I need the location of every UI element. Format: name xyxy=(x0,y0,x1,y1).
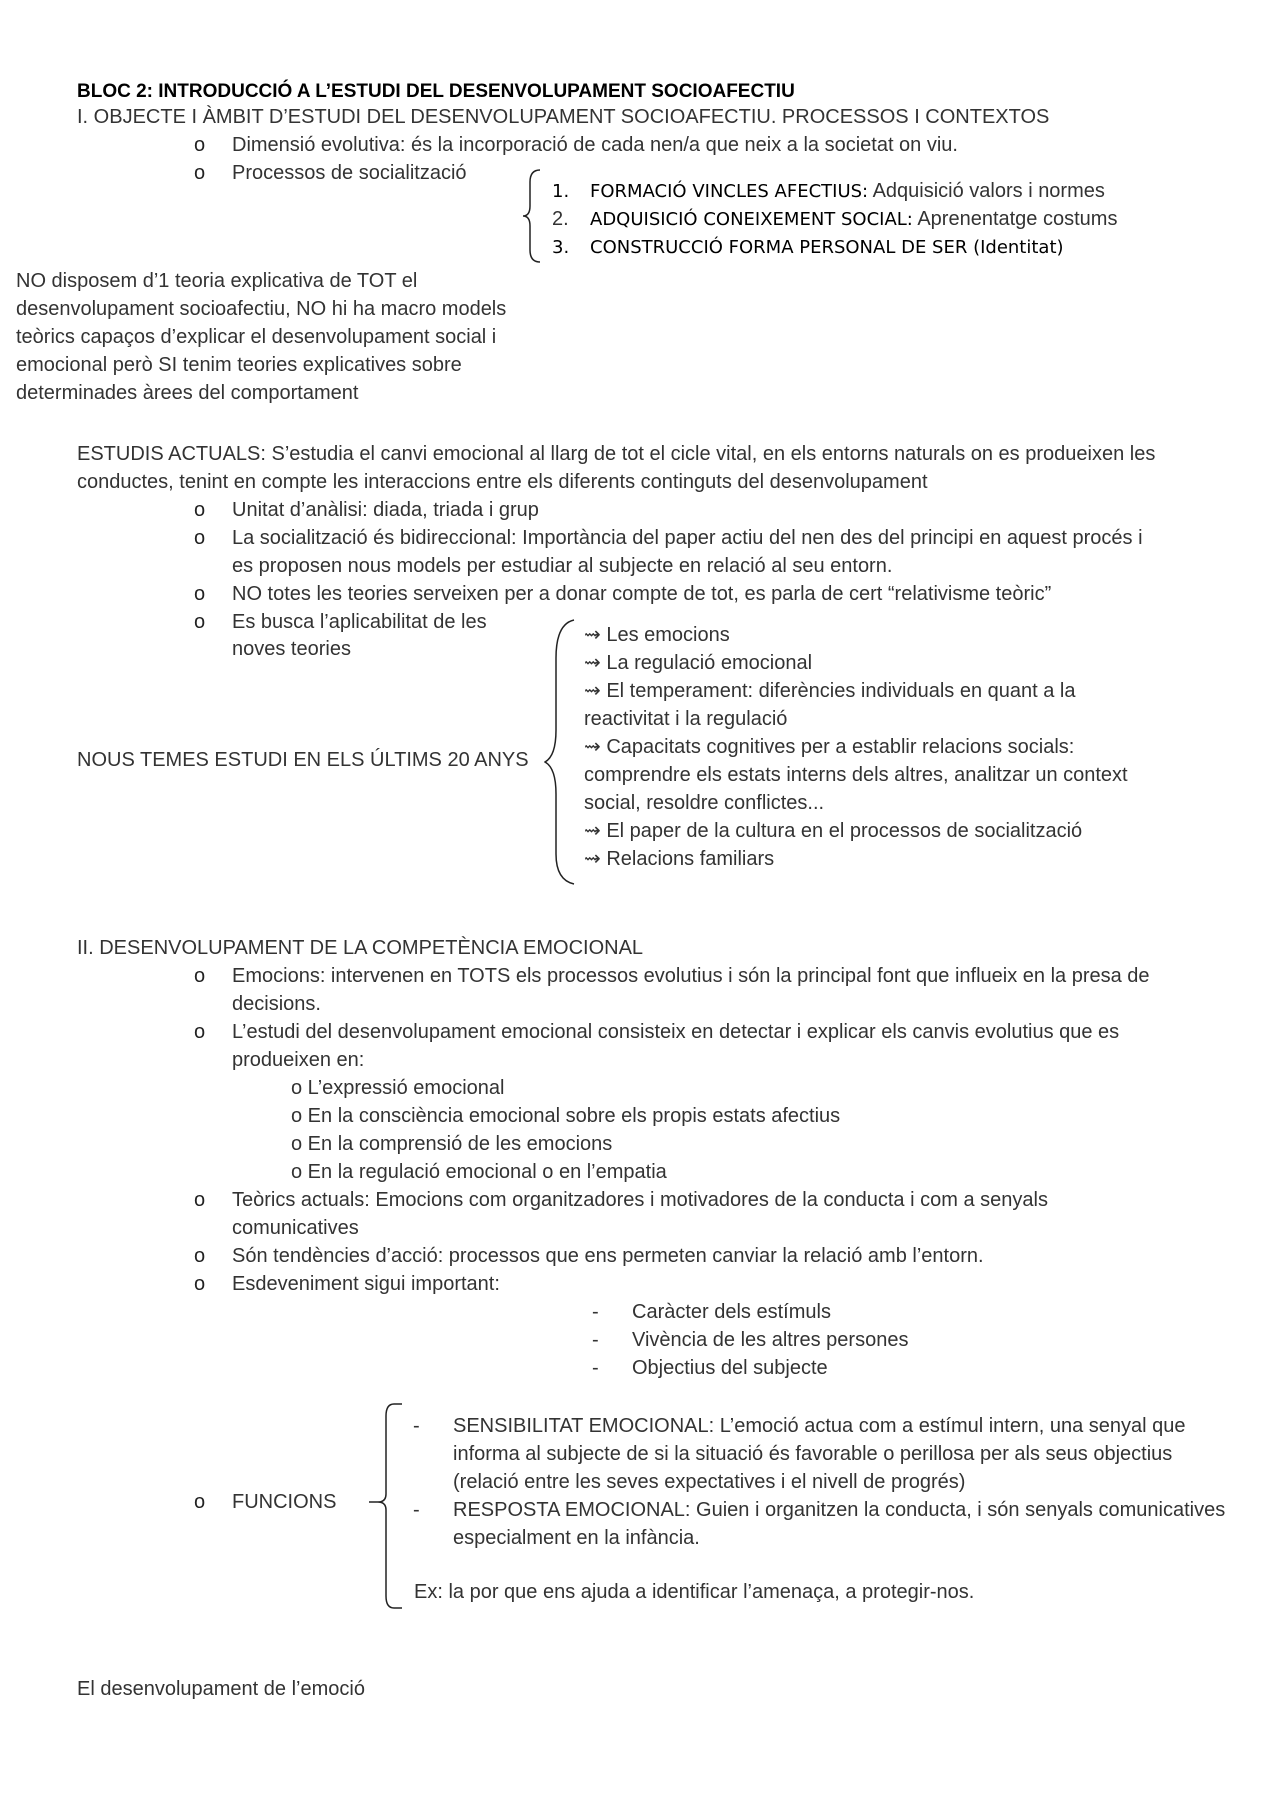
section-1-heading: I. OBJECTE I ÀMBIT D’ESTUDI DEL DESENVOLUPAMENT SOCIOAFECTIU. PROCESSOS I CONTEXTOS xyxy=(77,106,1050,128)
note-line: emocional però SI tenim teories explicatives sobre xyxy=(16,354,462,376)
dash: - xyxy=(592,1329,599,1351)
bullet-marker: o xyxy=(194,162,206,184)
process-item-text: ADQUISICIÓ CONEIXEMENT SOCIAL: Aprenentatge costums xyxy=(590,208,1118,230)
example-text: Ex: la por que ens ajuda a identificar l’amenaça, a protegir-nos. xyxy=(414,1581,975,1603)
note-line: determinades àrees del comportament xyxy=(16,382,359,404)
note-line: desenvolupament socioafectiu, NO hi ha macro models xyxy=(16,298,507,320)
event-item: Objectius del subjecte xyxy=(632,1357,828,1379)
process-item-text: CONSTRUCCIÓ FORMA PERSONAL DE SER (Identitat) xyxy=(590,237,1064,258)
process-item: 2. xyxy=(552,208,569,230)
current-studies-line: ESTUDIS ACTUALS: S’estudia el canvi emocional al llarg de tot el cicle vital, en els entorns naturals on es produeixen les xyxy=(77,443,1156,465)
squiggle-arrow-icon: ⇝ xyxy=(584,736,601,758)
emotion-bullet-cont: produeixen en: xyxy=(232,1049,365,1071)
bullet-marker: o xyxy=(194,583,206,605)
new-topic-line: ⇝ Les emocions xyxy=(584,624,730,646)
bullet-marker: o xyxy=(194,1245,206,1267)
new-topic-line: ⇝ Capacitats cognitives per a establir relacions socials: xyxy=(584,736,1075,758)
brace-new-topics xyxy=(544,618,576,886)
study-bullet: Es busca l’aplicabilitat de les xyxy=(232,611,487,633)
emotion-bullet: Són tendències d’acció: processos que ens permeten canviar la relació amb l’entorn. xyxy=(232,1245,984,1267)
bullet-marker: o xyxy=(194,527,206,549)
note-line: NO disposem d’1 teoria explicativa de TOT el xyxy=(16,270,418,292)
study-bullet: NO totes les teories serveixen per a donar compte de tot, es parla de cert “relativisme teòric” xyxy=(232,583,1052,605)
function-line: SENSIBILITAT EMOCIONAL: L’emoció actua com a estímul intern, una senyal que xyxy=(453,1415,1186,1437)
emotion-bullet-cont: comunicatives xyxy=(232,1217,359,1239)
brace-processes xyxy=(522,168,544,264)
sub-item: o En la comprensió de les emocions xyxy=(291,1133,613,1155)
new-topics-label: NOUS TEMES ESTUDI EN ELS ÚLTIMS 20 ANYS xyxy=(77,749,529,771)
bullet-text: Dimensió evolutiva: és la incorporació de cada nen/a que neix a la societat on viu. xyxy=(232,134,958,156)
study-bullet: La socialització és bidireccional: Importància del paper actiu del nen des del principi en aquest procés i xyxy=(232,527,1143,549)
sub-item: o En la regulació emocional o en l’empatia xyxy=(291,1161,667,1183)
new-topic-line: ⇝ El paper de la cultura en el processos de socialització xyxy=(584,820,1083,842)
function-line: RESPOSTA EMOCIONAL: Guien i organitzen la conducta, i són senyals comunicatives xyxy=(453,1499,1226,1521)
new-topic-line: ⇝ El temperament: diferències individuals en quant a la xyxy=(584,680,1076,702)
sub-item: o En la consciència emocional sobre els propis estats afectius xyxy=(291,1105,841,1127)
process-item: 3. xyxy=(552,237,570,258)
squiggle-arrow-icon: ⇝ xyxy=(584,680,601,702)
emotion-bullet: Emocions: intervenen en TOTS els processos evolutius i són la principal font que influeix en la presa de xyxy=(232,965,1150,987)
new-topic-line: comprendre els estats interns dels altres, analitzar un context xyxy=(584,764,1128,786)
dash: - xyxy=(413,1415,420,1437)
note-line: teòrics capaços d’explicar el desenvolupament social i xyxy=(16,326,497,348)
new-topic-line: ⇝ La regulació emocional xyxy=(584,652,813,674)
new-topic-line: ⇝ Relacions familiars xyxy=(584,848,775,870)
function-line: especialment en la infància. xyxy=(453,1527,700,1549)
section-2-heading: II. DESENVOLUPAMENT DE LA COMPETÈNCIA EMOCIONAL xyxy=(77,937,644,959)
squiggle-arrow-icon: ⇝ xyxy=(584,820,601,842)
bullet-marker: o xyxy=(194,499,206,521)
sub-item: o L’expressió emocional xyxy=(291,1077,505,1099)
brace-functions xyxy=(368,1402,404,1612)
page-title: BLOC 2: INTRODUCCIÓ A L’ESTUDI DEL DESENVOLUPAMENT SOCIOAFECTIU xyxy=(77,81,795,102)
study-bullet: Unitat d’anàlisi: diada, triada i grup xyxy=(232,499,539,521)
current-studies-line: conductes, tenint en compte les interaccions entre els diferents continguts del desenvolupament xyxy=(77,471,928,493)
bullet-text: Processos de socialització xyxy=(232,162,467,184)
function-line: informa al subjecte de si la situació és favorable o perillosa per als seus objectius xyxy=(453,1443,1173,1465)
emotion-bullet-cont: decisions. xyxy=(232,993,321,1015)
event-item: Vivència de les altres persones xyxy=(632,1329,909,1351)
new-topic-line: social, resoldre conflictes... xyxy=(584,792,825,814)
dash: - xyxy=(592,1301,599,1323)
bullet-marker: o xyxy=(194,965,206,987)
emotion-bullet: Esdeveniment sigui important: xyxy=(232,1273,500,1295)
new-topic-line: reactivitat i la regulació xyxy=(584,708,788,730)
process-item-text: FORMACIÓ VINCLES AFECTIUS: Adquisició valors i normes xyxy=(590,180,1105,202)
function-line: (relació entre les seves expectatives i el nivell de progrés) xyxy=(453,1471,966,1493)
bullet-marker: o xyxy=(194,1273,206,1295)
study-bullet-cont: noves teories xyxy=(232,638,351,660)
emotion-bullet: L’estudi del desenvolupament emocional consisteix en detectar i explicar els canvis evolutius que es xyxy=(232,1021,1120,1043)
bullet-marker: o xyxy=(194,1491,206,1513)
event-item: Caràcter dels estímuls xyxy=(632,1301,831,1323)
bullet-marker: o xyxy=(194,1189,206,1211)
dash: - xyxy=(592,1357,599,1379)
emotion-bullet: Teòrics actuals: Emocions com organitzadores i motivadores de la conducta i com a senyals xyxy=(232,1189,1048,1211)
study-bullet-cont: es proposen nous models per estudiar al subjecte en relació al seu entorn. xyxy=(232,555,893,577)
dash: - xyxy=(413,1499,420,1521)
squiggle-arrow-icon: ⇝ xyxy=(584,652,601,674)
squiggle-arrow-icon: ⇝ xyxy=(584,848,601,870)
squiggle-arrow-icon: ⇝ xyxy=(584,624,601,646)
bullet-marker: o xyxy=(194,1021,206,1043)
subsection-heading: El desenvolupament de l’emoció xyxy=(77,1678,365,1700)
bullet-marker: o xyxy=(194,134,206,156)
process-item: 1. xyxy=(552,181,570,202)
bullet-marker: o xyxy=(194,611,206,633)
functions-label: FUNCIONS xyxy=(232,1491,337,1513)
